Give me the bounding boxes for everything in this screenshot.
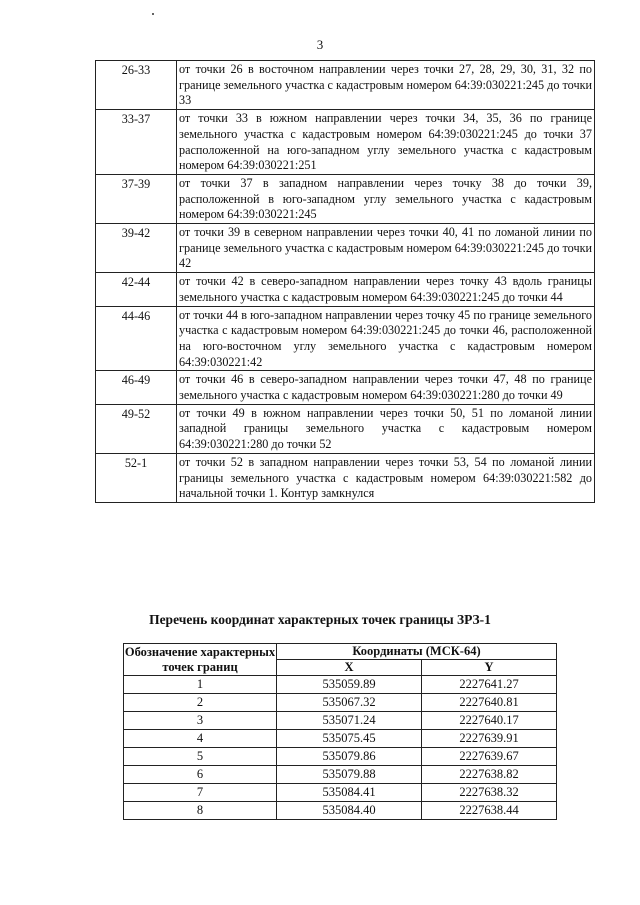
x-coordinate: 535079.88 [277, 766, 422, 784]
point-designation-header: Обозначение характерных точек границ [124, 644, 276, 674]
y-coordinate: 2227639.91 [422, 730, 557, 748]
coordinates-system-header: Координаты (МСК-64) [277, 644, 557, 660]
point-id: 4 [124, 730, 277, 748]
y-header: Y [422, 660, 557, 676]
route-description: от точки 26 в восточном направлении через точки 27, 28, 29, 30, 31, 32 по границе земельного участка с кадастровым номером 64:39:030221:245 до точки 33 [177, 61, 595, 110]
route-description: от точки 39 в северном направлении через точки 40, 41 по ломаной линии по границе земельного участка с кадастровым номером 64:39:030221:245 до точки 42 [177, 224, 595, 273]
y-coordinate: 2227638.82 [422, 766, 557, 784]
route-segment: 52-1 [96, 453, 177, 502]
x-header: X [277, 660, 422, 676]
point-id: 1 [124, 676, 277, 694]
coordinate-row [124, 712, 557, 730]
route-segment: 37-39 [96, 174, 177, 223]
coordinate-row [124, 766, 557, 784]
scan-speck [152, 13, 154, 15]
route-description: от точки 42 в северо-западном направлении через точку 43 вдоль границы земельного участка с кадастровым номером 64:39:030221:245 до точки 44 [177, 273, 595, 306]
x-coordinate: 535079.86 [277, 748, 422, 766]
x-coordinate: 535067.32 [277, 694, 422, 712]
coordinate-row [124, 802, 557, 820]
point-id: 7 [124, 784, 277, 802]
coordinate-row [124, 676, 557, 694]
coordinate-row [124, 730, 557, 748]
coordinates-table [123, 643, 557, 820]
x-coordinate: 535084.41 [277, 784, 422, 802]
boundary-description-table [95, 60, 595, 503]
x-coordinate: 535071.24 [277, 712, 422, 730]
coordinates-section-title: Перечень координат характерных точек границы ЗРЗ-1 [149, 612, 491, 627]
route-description: от точки 37 в западном направлении через точку 38 до точки 39, расположенной в юго-западном углу земельного участка с кадастровым номером 64:39:030221:245 [177, 174, 595, 223]
route-row [96, 110, 595, 175]
route-description: от точки 52 в западном направлении через точки 53, 54 по ломаной линии границы земельного участка с кадастровым номером 64:39:030221:582 до начальной точки 1. Контур замкнулся [177, 453, 595, 502]
route-row [96, 371, 595, 404]
route-row [96, 224, 595, 273]
route-description: от точки 46 в северо-западном направлении через точки 47, 48 по границе земельного участка с кадастровым номером 64:39:030221:280 до точки 49 [177, 371, 595, 404]
page-number: 3 [316, 37, 324, 52]
y-coordinate: 2227639.67 [422, 748, 557, 766]
route-row [96, 404, 595, 453]
x-coordinate: 535059.89 [277, 676, 422, 694]
route-segment: 46-49 [96, 371, 177, 404]
coordinate-row [124, 694, 557, 712]
point-id: 5 [124, 748, 277, 766]
route-row [96, 273, 595, 306]
route-row [96, 61, 595, 110]
x-coordinate: 535084.40 [277, 802, 422, 820]
route-description: от точки 44 в юго-западном направлении через точку 45 по границе земельного участка с кадастровым номером 64:39:030221:245 до точки 46, расположенной на юго-восточном углу земельного участка с кадастровым номером 64:39:030221:42 [177, 306, 595, 371]
route-description: от точки 33 в южном направлении через точки 34, 35, 36 по границе земельного участка с кадастровым номером 64:39:030221:245 до точки 37 расположенной на юго-западном углу земельного участка с кадастровым номером 64:39:030221:251 [177, 110, 595, 175]
route-segment: 39-42 [96, 224, 177, 273]
route-row [96, 453, 595, 502]
route-row [96, 174, 595, 223]
point-id: 3 [124, 712, 277, 730]
route-segment: 44-46 [96, 306, 177, 371]
x-coordinate: 535075.45 [277, 730, 422, 748]
coordinate-row [124, 748, 557, 766]
route-segment: 26-33 [96, 61, 177, 110]
route-description: от точки 49 в южном направлении через точки 50, 51 по ломаной линии западной границы земельного участка с кадастровым номером 64:39:030221:280 до точки 52 [177, 404, 595, 453]
route-row [96, 306, 595, 371]
y-coordinate: 2227640.17 [422, 712, 557, 730]
y-coordinate: 2227641.27 [422, 676, 557, 694]
y-coordinate: 2227638.32 [422, 784, 557, 802]
point-id: 8 [124, 802, 277, 820]
point-id: 2 [124, 694, 277, 712]
route-segment: 33-37 [96, 110, 177, 175]
y-coordinate: 2227640.81 [422, 694, 557, 712]
y-coordinate: 2227638.44 [422, 802, 557, 820]
route-segment: 49-52 [96, 404, 177, 453]
route-segment: 42-44 [96, 273, 177, 306]
coordinate-row [124, 784, 557, 802]
point-id: 6 [124, 766, 277, 784]
